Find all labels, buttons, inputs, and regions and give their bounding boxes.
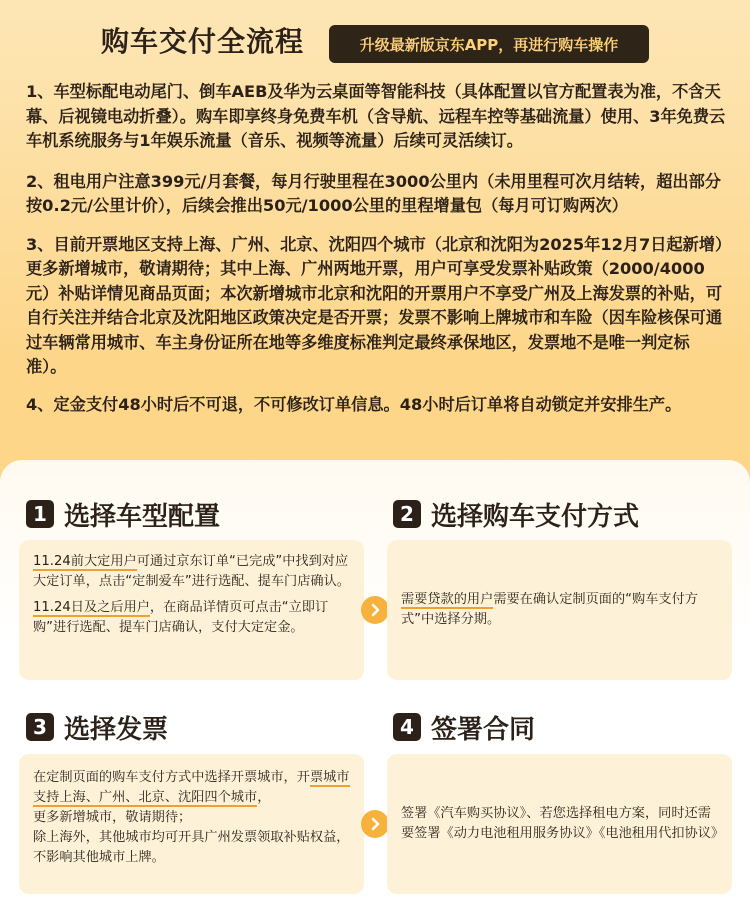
card-text: 可通过京东订单“已完成”中找到对应大定订单，点击“定制爱车”进行选配、提车门店确认。	[33, 554, 350, 589]
step-title: 选择车型配置	[64, 501, 221, 532]
card-text: 需要在确认定制页面的“购车支付方式”中选择分期。	[401, 592, 698, 627]
step-title: 签署合同	[431, 714, 536, 745]
step-4	[393, 707, 535, 747]
step-1	[26, 494, 220, 534]
card-text: ，	[257, 790, 271, 805]
highlight-text: 11.24前大定用户	[33, 554, 137, 569]
step-title: 选择发票	[64, 714, 169, 745]
upgrade-tip-badge: 升级最新版京东APP，再进行购车操作	[329, 25, 649, 63]
card-text: 在定制页面的购车支付方式中选择开票城市，开	[33, 770, 310, 785]
step-2	[393, 494, 639, 534]
card-text: ，在商品详情页可点击“立即订购”进行选配、提车门店确认，支付大定定金。	[33, 600, 329, 635]
highlight-text: 11.24日及之后用户	[33, 600, 150, 615]
note-item: 2、租电用户注意399元/月套餐，每月行驶里程在3000公里内（未用里程可次月结转，超出部分按0.2元/公里计价），后续会推出50元/1000公里的里程增量包（每月可订购两次）	[26, 171, 721, 215]
note-item: 3、目前开票地区支持上海、广州、北京、沈阳四个城市（北京和沈阳为2025年12月7日起新增）更多新增城市，敬请期待；其中上海、广州两地开票，用户可享受发票补贴政策（2000/4000元）补贴详情见商品页面；本次新增城市北京和沈阳的开票用户不享受广州及上海发票的补贴，可自行关注并结合北京及沈阳地区政策决定是否开票；发票不影响上牌城市和车险（因车险核保可通过车辆常用城市、车主身份证所在地等多维度标准判定最终承保地区，发票地不是唯一判定标准）。	[26, 234, 724, 376]
step-4-card	[387, 754, 732, 894]
page-title: 购车交付全流程	[101, 25, 305, 58]
highlight-text: 需要贷款的用户	[401, 592, 494, 607]
step-number-badge: 3	[26, 713, 54, 741]
step-3	[26, 707, 168, 747]
note-item: 4、定金支付48小时后不可退，不可修改订单信息。48小时后订单将自动锁定并安排生产。	[26, 394, 682, 414]
step-number-badge: 4	[393, 713, 421, 741]
note-item: 1、车型标配电动尾门、倒车AEB及华为云桌面等智能科技（具体配置以官方配置表为准，不含天幕、后视镜电动折叠）。购车即享终身免费车机（含导航、远程车控等基础流量）使用、3年免费云车机系统服务与1年娱乐流量（音乐、视频等流量）后续可灵活续订。	[26, 82, 726, 150]
chevron-right-icon	[361, 810, 389, 838]
card-text: 除上海外，其他城市均可开具广州发票领取补贴权益，不影响其他城市上牌。	[33, 830, 350, 865]
card-text: 签署《汽车购买协议》、若您选择租电方案，同时还需要签署《动力电池租用服务协议》《电池租用代扣协议》	[401, 806, 725, 841]
step-3-card	[19, 754, 364, 894]
step-1-card	[19, 540, 364, 680]
step-title: 选择购车支付方式	[431, 501, 640, 532]
step-2-card	[387, 540, 732, 680]
chevron-right-icon	[361, 596, 389, 624]
card-text: 更多新增城市，敬请期待；	[33, 810, 192, 825]
header	[0, 0, 750, 90]
notes-list	[26, 80, 726, 417]
step-number-badge: 1	[26, 500, 54, 528]
step-number-badge: 2	[393, 500, 421, 528]
highlight-text: 票城市支持上海、广州、北京、沈阳四个城市	[33, 770, 350, 805]
